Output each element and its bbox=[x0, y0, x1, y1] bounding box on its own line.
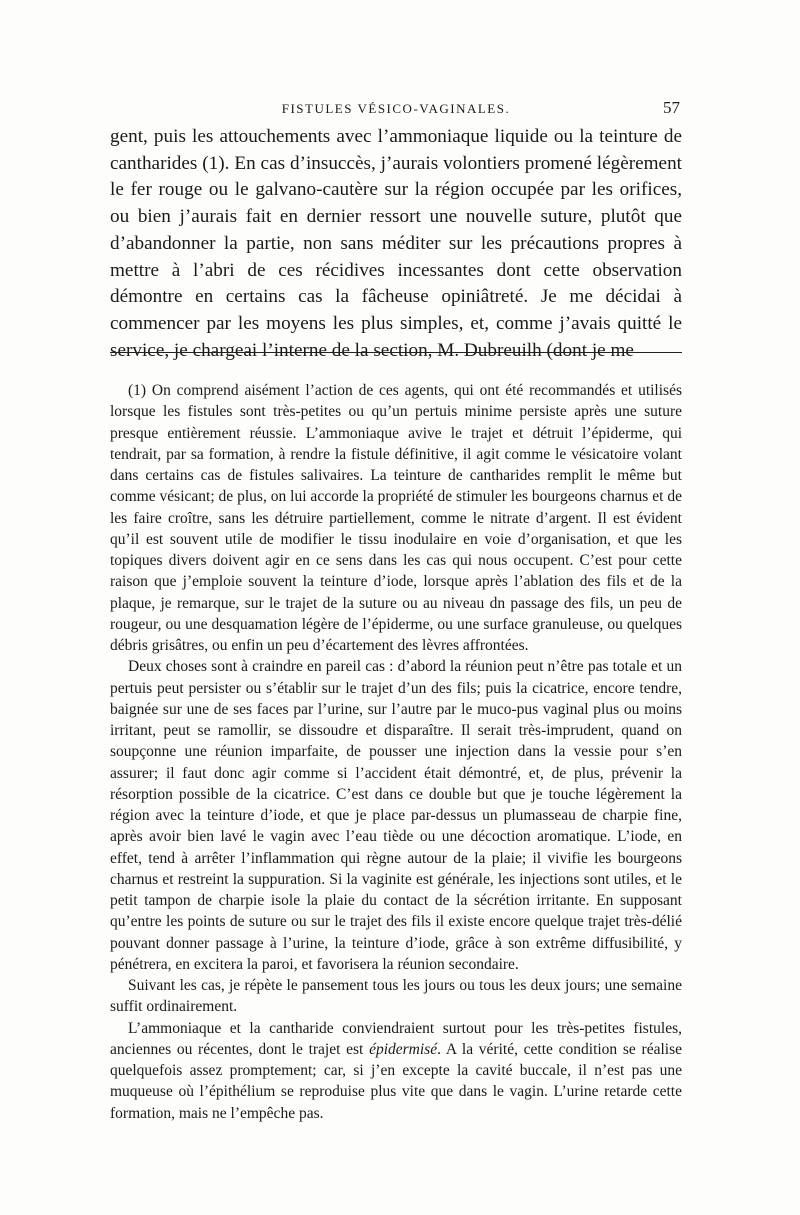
footnote-paragraph-2: Deux choses sont à craindre en pareil cas : d’abord la réunion peut n’être pas totale et un pertuis peut persister ou s’établir sur le trajet d’un des fils; puis la cicatrice, encore tendre, baignée sur une de ses faces par l’urine, sur l’autre par le muco-pus vaginal plus ou moins irritant, peut se ramollir, se dissoudre et disparaître. Il serait très-imprudent, quand on soupçonne une réunion imparfaite, de pousser une injection dans la vessie pour s’en assurer; il faut donc agir comme si l’accident était démontré, et, de plus, prévenir la résorption possible de la cicatrice. C’est dans ce double but que je touche légèrement la région avec la teinture d’iode, et que je place par-dessus un plumasseau de charpie fine, après avoir bien lavé le vagin avec l’eau tiède ou une décoction aromatique. L’iode, en effet, tend à arrêter l’inflammation qui règne autour de la plaie; il vivifie les bourgeons charnus et restreint la suppuration. Si la vaginite est générale, les injections sont utiles, et le petit tampon de charpie isole la plaie du contact de la sécrétion irritante. En supposant qu’entre les points de suture ou sur le trajet des fils il existe encore quelque trajet très-délié pouvant donner passage à l’urine, la teinture d’iode, grâce à son extrême diffusibilité, y pénétrera, en excitera la paroi, et favorisera la réunion secondaire. bbox=[110, 658, 682, 973]
footnote-paragraph-4 bbox=[110, 1018, 682, 1124]
page-number: 57 bbox=[663, 98, 680, 117]
footnote-p4-emphasis: épidermisé bbox=[369, 1040, 438, 1058]
footnote-p4-text-b: . A la vérité, cette condition se réalise quelquefois assez promptement; car, si j’en excepte la cavité buccale, il n’est pas une muqueuse où l’épithélium se reproduise plus vite que dans le vagin. L’urine retarde cette formation, mais ne l’empêche pas. bbox=[110, 1040, 682, 1122]
footnote-p4-text-a: L’ammoniaque et la cantharide conviendraient surtout pour les très-petites fistules, anciennes ou récentes, dont le trajet est bbox=[110, 1019, 682, 1058]
footnote-separator bbox=[110, 352, 682, 353]
footnote bbox=[110, 380, 682, 1124]
footnote-paragraph-1: (1) On comprend aisément l’action de ces agents, qui ont été recommandés et utilisés lorsque les fistules sont très-petites ou qu’un pertuis minime persiste après une suture presque entièrement réussie. L’ammoniaque avive le trajet et détruit l’épiderme, qui tendrait, par sa formation, à rendre la fistule définitive, il agit comme le vésicatoire volant dans certains cas de fistules salivaires. La teinture de cantharides remplit le même but comme vésicant; de plus, on lui accorde la propriété de stimuler les bourgeons charnus et de les faire croître, sans les détruire partiellement, comme le nitrate d’argent. Il est évident qu’il est souvent utile de modifier le tissu inodulaire en voie d’organisation, et que les topiques divers doivent agir en ce sens dans les cas qui nous occupent. C’est pour cette raison que j’emploie souvent la teinture d’iode, lorsque après l’ablation des fils et de la plaque, je remarque, sur le trajet de la suture ou au niveau dn passage des fils, un peu de rougeur, ou une desquamation légère de l’épiderme, ou une surface granuleuse, ou quelques débris grisâtres, ou enfin un peu d’écartement des lèvres affrontées. bbox=[110, 382, 682, 654]
running-head bbox=[110, 98, 682, 120]
footnote-paragraph-3: Suivant les cas, je répète le pansement tous les jours ou tous les deux jours; une semaine suffit ordinairement. bbox=[110, 977, 682, 1016]
main-text bbox=[110, 124, 682, 364]
running-title: FISTULES VÉSICO-VAGINALES. bbox=[281, 101, 511, 116]
main-paragraph: gent, puis les attouchements avec l’ammoniaque liquide ou la teinture de cantharides (1). En cas d’insuccès, j’aurais volontiers promené légèrement le fer rouge ou le galvano-cautère sur la région occupée par les orifices, ou bien j’aurais fait en dernier ressort une nouvelle suture, plutôt que d’abandonner la partie, non sans méditer sur les précautions propres à mettre à l’abri de ces récidives incessantes dont cette observation démontre en certains cas la fâcheuse opiniâtreté. Je me décidai à commencer par les moyens les plus simples, et, comme j’avais quitté le service, je chargeai l’interne de la section, M. Dubreuilh (dont je me bbox=[110, 126, 682, 361]
